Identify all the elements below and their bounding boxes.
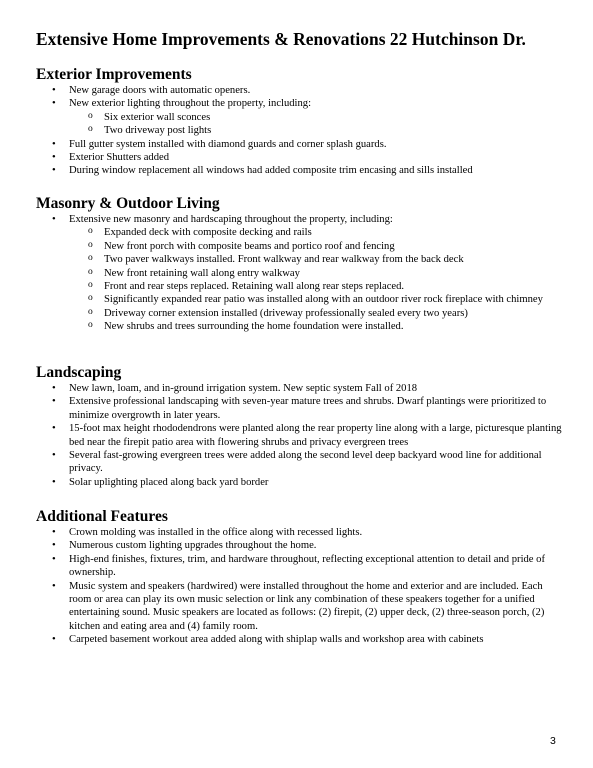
sub-list-item: o New front porch with composite beams and portico roof and fencing [0,240,593,253]
list-item: • New exterior lighting throughout the property, including: [0,97,593,110]
sub-list-item: o Two paver walkways installed. Front walkway and rear walkway from the back deck [0,253,593,266]
list-item: • Full gutter system installed with diamond guards and corner splash guards. [0,138,593,151]
list-item: • Several fast-growing evergreen trees were added along the second level deep backyard wood line for additional privacy. [0,449,593,476]
sub-list-item: o Driveway corner extension installed (driveway professionally sealed every two years) [0,307,593,320]
section-heading-masonry: Masonry & Outdoor Living [36,195,220,212]
list-item: • New garage doors with automatic openers. [0,84,593,97]
exterior-list [0,84,593,178]
section-heading-landscaping: Landscaping [36,364,122,381]
list-item: • High-end finishes, fixtures, trim, and hardware throughout, reflecting exceptional attention to detail and pride of ownership. [0,553,593,580]
list-item: • Extensive professional landscaping with seven-year mature trees and shrubs. Dwarf plantings were prioritized to minimize overgrowth in later years. [0,395,593,422]
sub-list-item: o Significantly expanded rear patio was installed along with an outdoor river rock fireplace with chimney [0,293,593,306]
list-item: • Exterior Shutters added [0,151,593,164]
section-heading-exterior: Exterior Improvements [36,66,192,83]
page-number: 3 [550,735,556,747]
document-title: Extensive Home Improvements & Renovations 22 Hutchinson Dr. [36,29,526,49]
additional-list [0,526,593,647]
list-item: • Music system and speakers (hardwired) were installed throughout the home and exterior and are included. Each room or area can play its own music selection or link any combination of these speakers together for a unified entertaining sound. Music speakers are located as follows: (2) firepit, (2) upper deck, (2) three-season porch, (2) kitchen and eating area and (4) family room. [0,580,593,634]
sub-list-item: o Front and rear steps replaced. Retaining wall along rear steps replaced. [0,280,593,293]
sub-list-item: o Six exterior wall sconces [0,111,593,124]
list-item: • Crown molding was installed in the office along with recessed lights. [0,526,593,539]
sub-list-item: o New shrubs and trees surrounding the home foundation were installed. [0,320,593,333]
landscaping-list [0,382,593,489]
sub-list-item: o Expanded deck with composite decking and rails [0,226,593,239]
section-heading-additional: Additional Features [36,508,168,525]
masonry-list [0,213,593,334]
sub-list-item: o Two driveway post lights [0,124,593,137]
list-item: • 15-foot max height rhododendrons were planted along the rear property line along with a large, picturesque planting bed near the firepit patio area with flowering shrubs and privacy evergreen trees [0,422,593,449]
list-item: • Numerous custom lighting upgrades throughout the home. [0,539,593,552]
sub-list-item: o New front retaining wall along entry walkway [0,267,593,280]
list-item: • Solar uplighting placed along back yard border [0,476,593,489]
list-item: • Extensive new masonry and hardscaping throughout the property, including: [0,213,593,226]
list-item: • During window replacement all windows had added composite trim encasing and sills installed [0,164,593,177]
list-item: • Carpeted basement workout area added along with shiplap walls and workshop area with cabinets [0,633,593,646]
list-item: • New lawn, loam, and in-ground irrigation system. New septic system Fall of 2018 [0,382,593,395]
